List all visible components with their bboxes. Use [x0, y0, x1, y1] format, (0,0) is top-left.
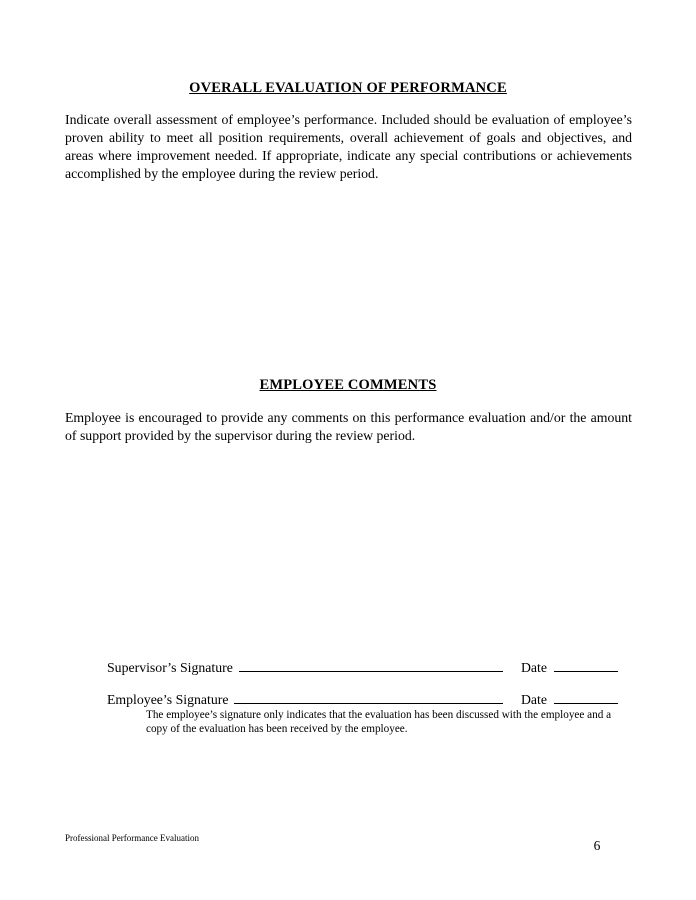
supervisor-date-line[interactable]: [554, 657, 618, 672]
employee-signature-line[interactable]: [234, 689, 502, 704]
section-title-overall-evaluation: OVERALL EVALUATION OF PERFORMANCE: [189, 80, 507, 96]
employee-date-label: Date: [520, 692, 547, 707]
supervisor-signature-row: [107, 657, 618, 676]
employee-signature-label: Employee’s Signature: [107, 692, 229, 707]
employee-signature-row: [107, 689, 618, 708]
supervisor-signature-label: Supervisor’s Signature: [107, 660, 233, 675]
overall-evaluation-paragraph: Indicate overall assessment of employee’s performance. Included should be evaluation of employee’s proven ability to meet all position requirements, overall achievement of goals and objectives, and areas where improvement needed. If appropriate, indicate any special contributions or achievements accomplished by the employee during the review period.: [65, 112, 632, 181]
employee-date-line[interactable]: [554, 689, 618, 704]
page-number: 6: [593, 838, 601, 853]
supervisor-date-label: Date: [520, 660, 547, 675]
supervisor-signature-line[interactable]: [239, 657, 503, 672]
employee-comments-paragraph: Employee is encouraged to provide any comments on this performance evaluation and/or the amount of support provided by the supervisor during the review period.: [65, 410, 632, 443]
signature-note: The employee’s signature only indicates that the evaluation has been discussed with the employee and a copy of the evaluation has been received by the employee.: [146, 709, 612, 735]
footer-document-title: Professional Performance Evaluation: [65, 833, 199, 843]
section-title-employee-comments: EMPLOYEE COMMENTS: [259, 377, 437, 393]
